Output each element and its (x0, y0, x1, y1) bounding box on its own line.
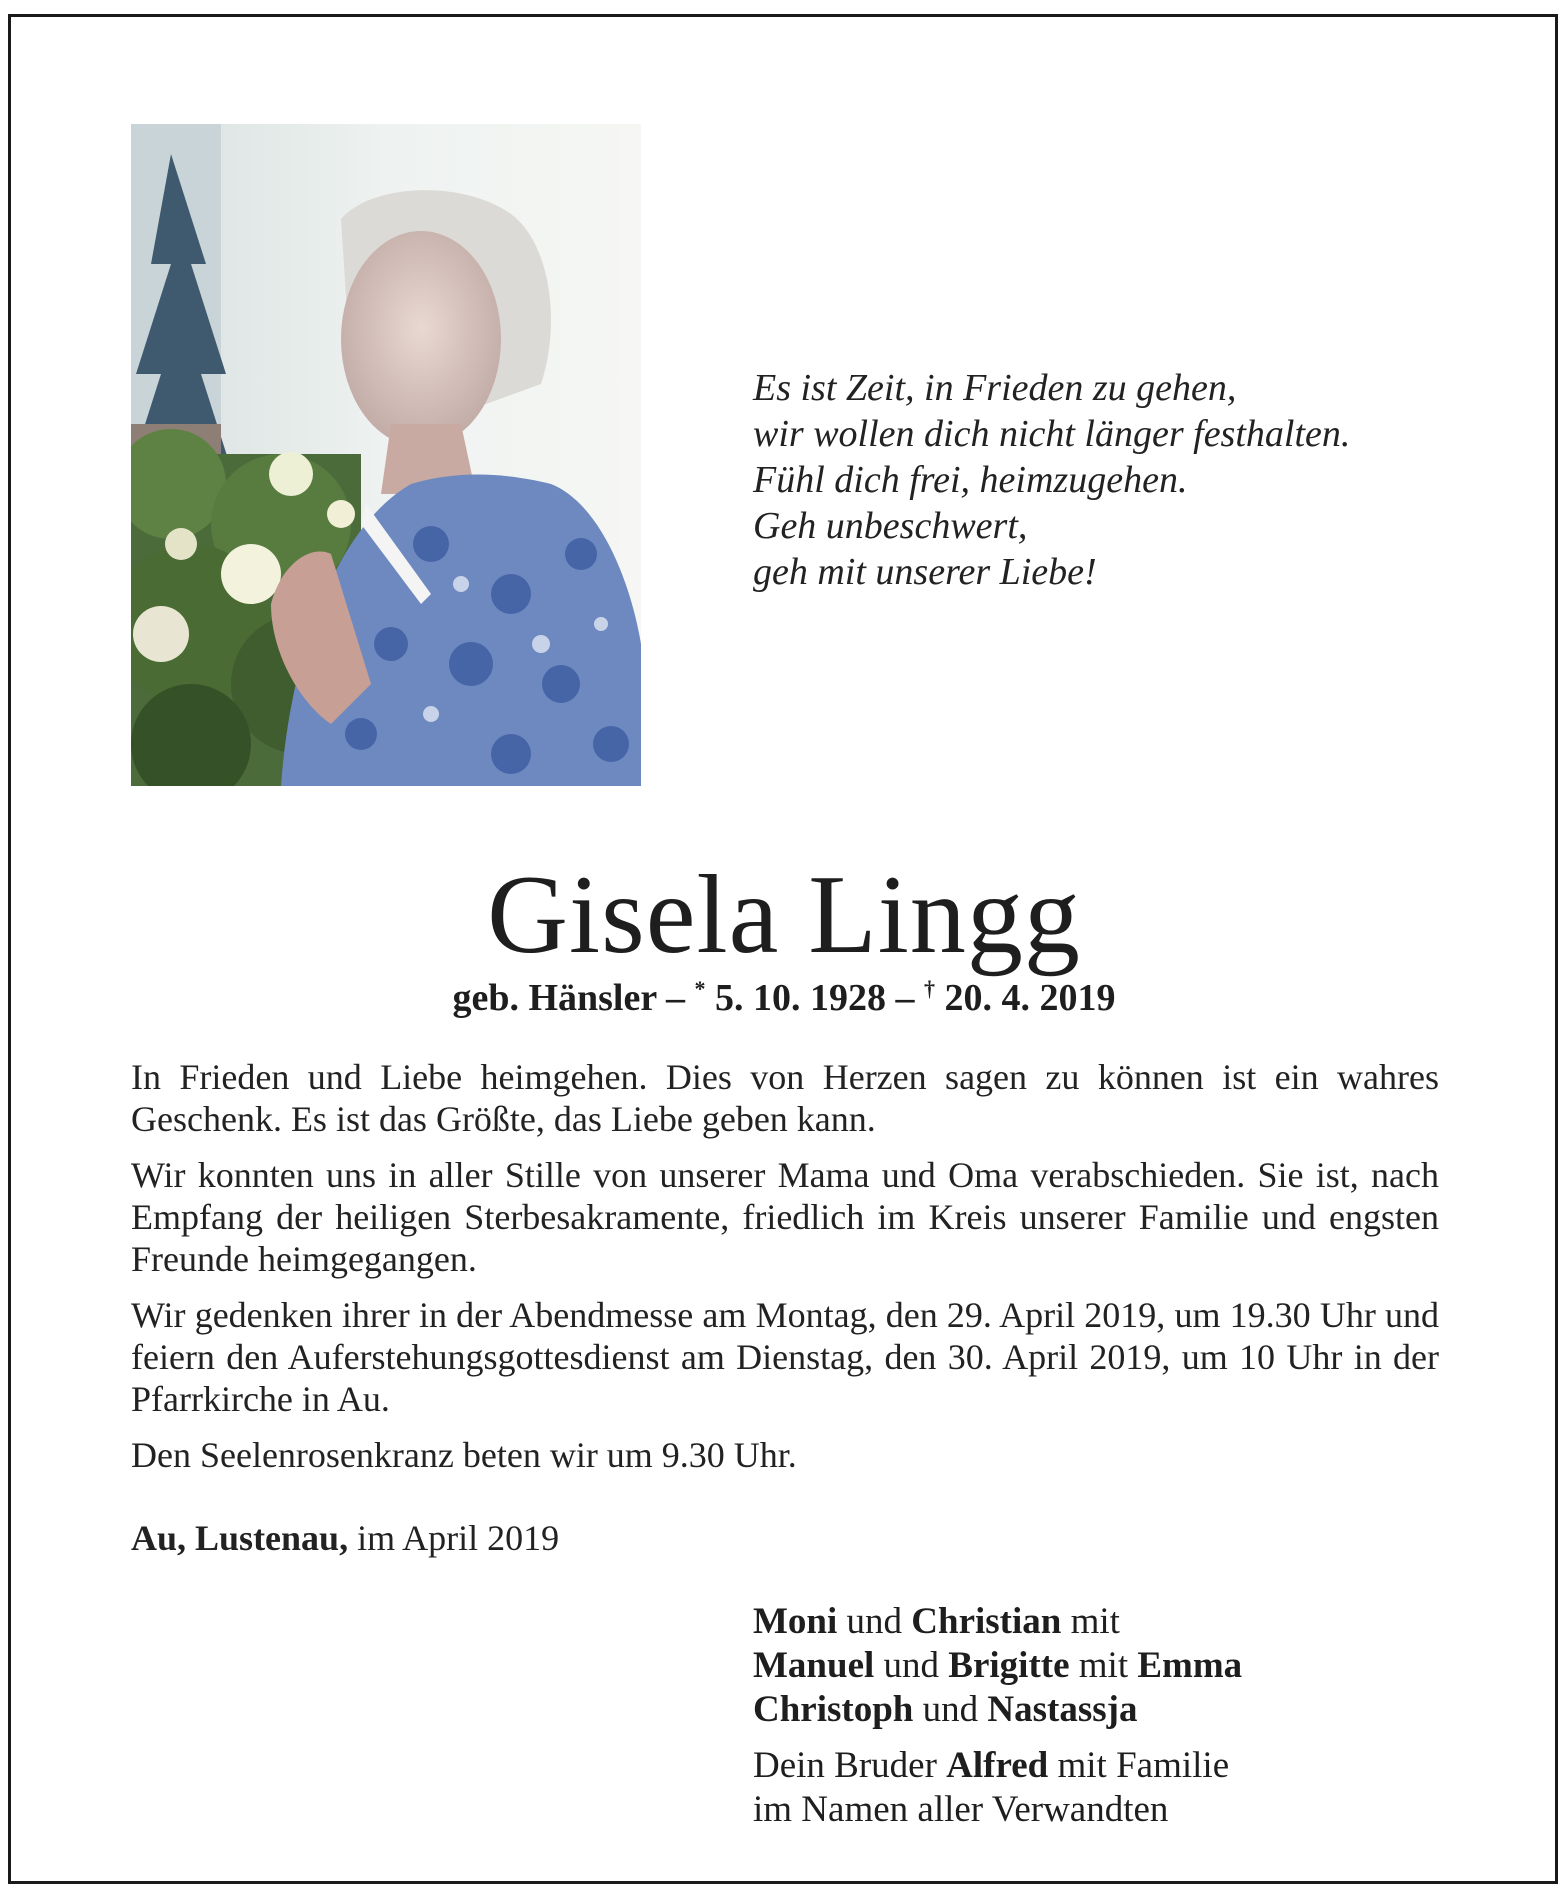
mourners-line (753, 1688, 1473, 1732)
connector-text: und (846, 1601, 903, 1642)
mourner-name: Moni (753, 1601, 838, 1642)
body-paragraph: In Frieden und Liebe heimgehen. Dies von Herzen sagen zu können ist ein wahres Geschenk. Es ist das Größte, das Liebe geben kann. (131, 1057, 1439, 1139)
separator-dash: – (895, 977, 915, 1019)
death-date: 20. 4. 2019 (944, 977, 1116, 1019)
poem-line: geh mit unserer Liebe! (753, 551, 1097, 593)
deceased-name: Gisela Lingg (487, 853, 1081, 977)
place-and-date (131, 1517, 559, 1559)
mourner-name: Brigitte (948, 1645, 1070, 1686)
body-paragraph: Den Seelenrosenkranz beten wir um 9.30 Uhr. (131, 1435, 797, 1475)
body-paragraph: Wir konnten uns in aller Stille von unserer Mama und Oma verabschieden. Sie ist, nach Empfang der heiligen Sterbesakramente, friedlich im Kreis unserer Familie und engsten Freunde heimgegangen. (131, 1155, 1439, 1279)
connector-text: mit Familie (1057, 1745, 1230, 1786)
mourners-line (753, 1600, 1473, 1644)
birth-date: 5. 10. 1928 (715, 977, 887, 1019)
mourners-closing: im Namen aller Verwandten (753, 1789, 1169, 1830)
death-symbol: † (924, 976, 936, 1001)
body-paragraph: Wir gedenken ihrer in der Abendmesse am Montag, den 29. April 2019, um 19.30 Uhr und feiern den Auferstehungsgottesdienst am Dienstag, den 30. April 2019, um 10 Uhr in der Pfarrkirche in Au. (131, 1295, 1439, 1419)
mourner-name: Alfred (946, 1745, 1049, 1786)
mourner-name: Emma (1137, 1645, 1243, 1686)
poem-line: Geh unbeschwert, (753, 505, 1028, 547)
mourners-line (753, 1644, 1473, 1688)
mourner-name: Christian (911, 1601, 1062, 1642)
mourners-line (753, 1744, 1473, 1788)
connector-text: und (883, 1645, 940, 1686)
birth-name: geb. Hänsler (452, 977, 657, 1019)
place-names: Au, Lustenau, (131, 1518, 349, 1558)
date-text: im April 2019 (357, 1518, 560, 1558)
mourners-list (753, 1600, 1473, 1832)
connector-text: Dein Bruder (753, 1745, 937, 1786)
connector-text: und (922, 1689, 979, 1730)
memorial-poem (753, 365, 1373, 595)
separator-dash: – (666, 977, 686, 1019)
connector-text: mit (1078, 1645, 1129, 1686)
connector-text: mit (1070, 1601, 1120, 1642)
poem-line: wir wollen dich nicht länger festhalten. (753, 413, 1351, 455)
mourner-name: Manuel (753, 1645, 875, 1686)
birth-death-line (0, 976, 1568, 1020)
poem-line: Es ist Zeit, in Frieden zu gehen, (753, 367, 1237, 409)
portrait-photo (131, 124, 641, 786)
birth-symbol: * (694, 976, 706, 1001)
mourner-name: Christoph (753, 1689, 914, 1730)
poem-line: Fühl dich frei, heimzugehen. (753, 459, 1188, 501)
mourner-name: Nastassja (987, 1689, 1138, 1730)
announcement-body (131, 1056, 1439, 1490)
